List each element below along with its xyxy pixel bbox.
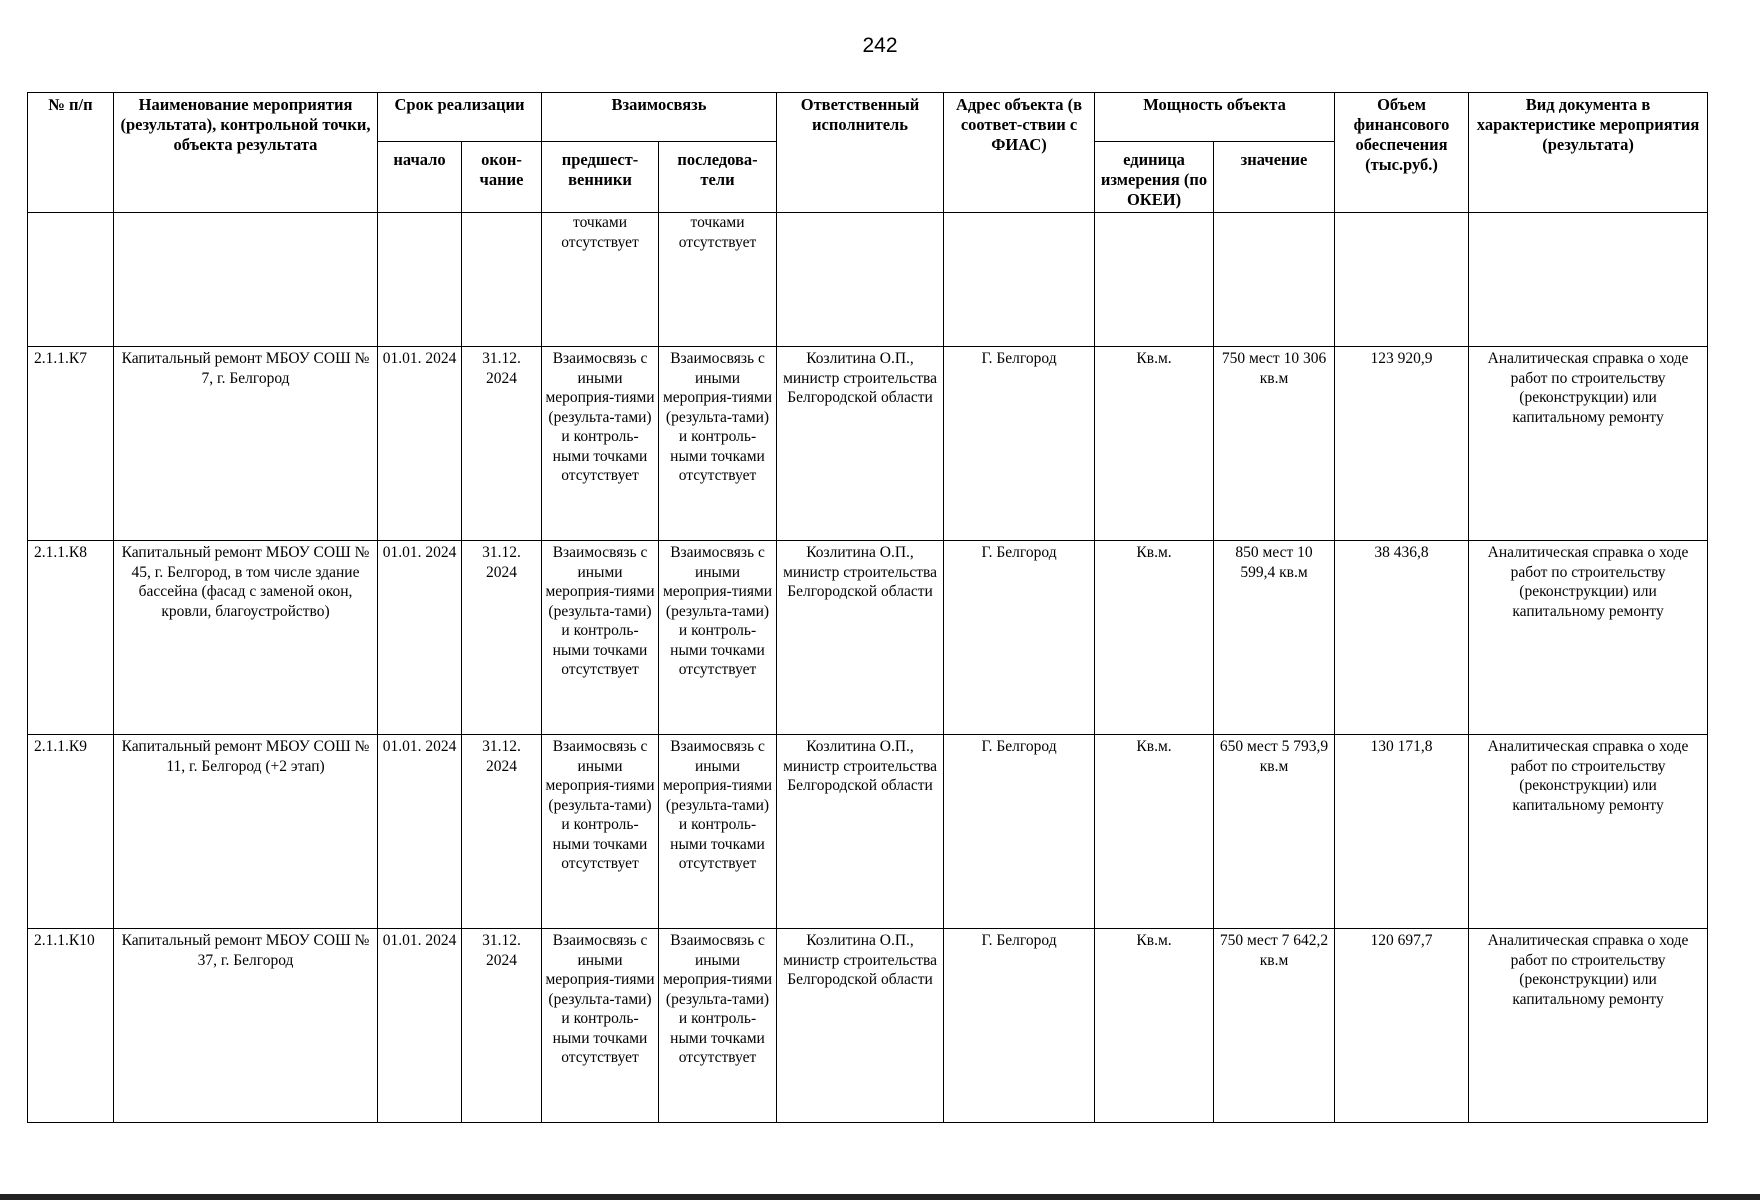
cell-start: 01.01. 2024 (378, 541, 462, 735)
cell-value: 750 мест 7 642,2 кв.м (1214, 929, 1335, 1123)
table-row (28, 347, 1708, 541)
cell-finance: 123 920,9 (1335, 347, 1469, 541)
cell-responsible (777, 213, 944, 347)
header-capacity: Мощность объекта (1095, 93, 1335, 142)
cell-end: 31.12. 2024 (462, 929, 542, 1123)
cell-responsible: Козлитина О.П., министр строительства Белгородской области (777, 347, 944, 541)
cell-next: Взаимосвязь с иными мероприя-тиями (результа-тами) и контроль-ными точками отсутствует (659, 541, 777, 735)
cell-value: 750 мест 10 306 кв.м (1214, 347, 1335, 541)
header-relation-prev: предшест-венники (542, 142, 659, 213)
header-term: Срок реализации (378, 93, 542, 142)
cell-address: Г. Белгород (944, 735, 1095, 929)
cell-value: 650 мест 5 793,9 кв.м (1214, 735, 1335, 929)
cell-name: Капитальный ремонт МБОУ СОШ № 7, г. Белгород (114, 347, 378, 541)
cell-name: Капитальный ремонт МБОУ СОШ № 11, г. Белгород (+2 этап) (114, 735, 378, 929)
cell-finance: 130 171,8 (1335, 735, 1469, 929)
cell-finance: 120 697,7 (1335, 929, 1469, 1123)
header-relation-next: последова-тели (659, 142, 777, 213)
cell-unit: Кв.м. (1095, 541, 1214, 735)
cell-address: Г. Белгород (944, 347, 1095, 541)
cell-prev: Взаимосвязь с иными мероприя-тиями (результа-тами) и контроль-ными точками отсутствует (542, 541, 659, 735)
table-row (28, 929, 1708, 1123)
cell-end: 31.12. 2024 (462, 541, 542, 735)
cell-doc: Аналитическая справка о ходе работ по строительству (реконструкции) или капитальному ремонту (1469, 541, 1708, 735)
cell-num: 2.1.1.К7 (28, 347, 114, 541)
header-doc-type: Вид документа в характеристике мероприятия (результата) (1469, 93, 1708, 213)
cell-end: 31.12. 2024 (462, 735, 542, 929)
cell-doc: Аналитическая справка о ходе работ по строительству (реконструкции) или капитальному ремонту (1469, 929, 1708, 1123)
header-term-end: окон-чание (462, 142, 542, 213)
cell-value (1214, 213, 1335, 347)
cell-address: Г. Белгород (944, 541, 1095, 735)
header-capacity-unit: единица измерения (по ОКЕИ) (1095, 142, 1214, 213)
events-table (27, 92, 1708, 1123)
cell-next: точками отсутствует (659, 213, 777, 347)
cell-finance (1335, 213, 1469, 347)
cell-num: 2.1.1.К9 (28, 735, 114, 929)
cell-doc (1469, 213, 1708, 347)
cell-responsible: Козлитина О.П., министр строительства Белгородской области (777, 541, 944, 735)
cell-doc: Аналитическая справка о ходе работ по строительству (реконструкции) или капитальному ремонту (1469, 347, 1708, 541)
cell-prev: точками отсутствует (542, 213, 659, 347)
cell-num: 2.1.1.К8 (28, 541, 114, 735)
cell-num (28, 213, 114, 347)
cell-start: 01.01. 2024 (378, 929, 462, 1123)
table-row-continuation (28, 213, 1708, 347)
table-header (28, 93, 1708, 213)
cell-prev: Взаимосвязь с иными мероприя-тиями (результа-тами) и контроль-ными точками отсутствует (542, 347, 659, 541)
cell-responsible: Козлитина О.П., министр строительства Белгородской области (777, 735, 944, 929)
page-footer-line (0, 1194, 1760, 1200)
cell-next: Взаимосвязь с иными мероприя-тиями (результа-тами) и контроль-ными точками отсутствует (659, 347, 777, 541)
header-capacity-value: значение (1214, 142, 1335, 213)
cell-next: Взаимосвязь с иными мероприя-тиями (результа-тами) и контроль-ными точками отсутствует (659, 735, 777, 929)
header-finance: Объем финансового обеспечения (тыс.руб.) (1335, 93, 1469, 213)
cell-num: 2.1.1.К10 (28, 929, 114, 1123)
header-name: Наименование мероприятия (результата), контрольной точки, объекта результата (114, 93, 378, 213)
cell-finance: 38 436,8 (1335, 541, 1469, 735)
table-row (28, 735, 1708, 929)
cell-address (944, 213, 1095, 347)
cell-next: Взаимосвязь с иными мероприя-тиями (результа-тами) и контроль-ными точками отсутствует (659, 929, 777, 1123)
cell-unit: Кв.м. (1095, 347, 1214, 541)
table-row (28, 541, 1708, 735)
header-address: Адрес объекта (в соответ-ствии с ФИАС) (944, 93, 1095, 213)
cell-start (378, 213, 462, 347)
cell-end (462, 213, 542, 347)
cell-end: 31.12. 2024 (462, 347, 542, 541)
cell-prev: Взаимосвязь с иными мероприя-тиями (результа-тами) и контроль-ными точками отсутствует (542, 735, 659, 929)
cell-prev: Взаимосвязь с иными мероприя-тиями (результа-тами) и контроль-ными точками отсутствует (542, 929, 659, 1123)
cell-start: 01.01. 2024 (378, 347, 462, 541)
header-responsible: Ответственный исполнитель (777, 93, 944, 213)
cell-doc: Аналитическая справка о ходе работ по строительству (реконструкции) или капитальному ремонту (1469, 735, 1708, 929)
cell-start: 01.01. 2024 (378, 735, 462, 929)
cell-unit (1095, 213, 1214, 347)
cell-unit: Кв.м. (1095, 929, 1214, 1123)
header-relation: Взаимосвязь (542, 93, 777, 142)
header-term-start: начало (378, 142, 462, 213)
cell-unit: Кв.м. (1095, 735, 1214, 929)
cell-value: 850 мест 10 599,4 кв.м (1214, 541, 1335, 735)
header-num: № п/п (28, 93, 114, 213)
cell-responsible: Козлитина О.П., министр строительства Белгородской области (777, 929, 944, 1123)
cell-name (114, 213, 378, 347)
page-number: 242 (862, 34, 898, 57)
cell-name: Капитальный ремонт МБОУ СОШ № 45, г. Белгород, в том числе здание бассейна (фасад с заменой окон, кровли, благоустройство) (114, 541, 378, 735)
cell-name: Капитальный ремонт МБОУ СОШ № 37, г. Белгород (114, 929, 378, 1123)
cell-address: Г. Белгород (944, 929, 1095, 1123)
